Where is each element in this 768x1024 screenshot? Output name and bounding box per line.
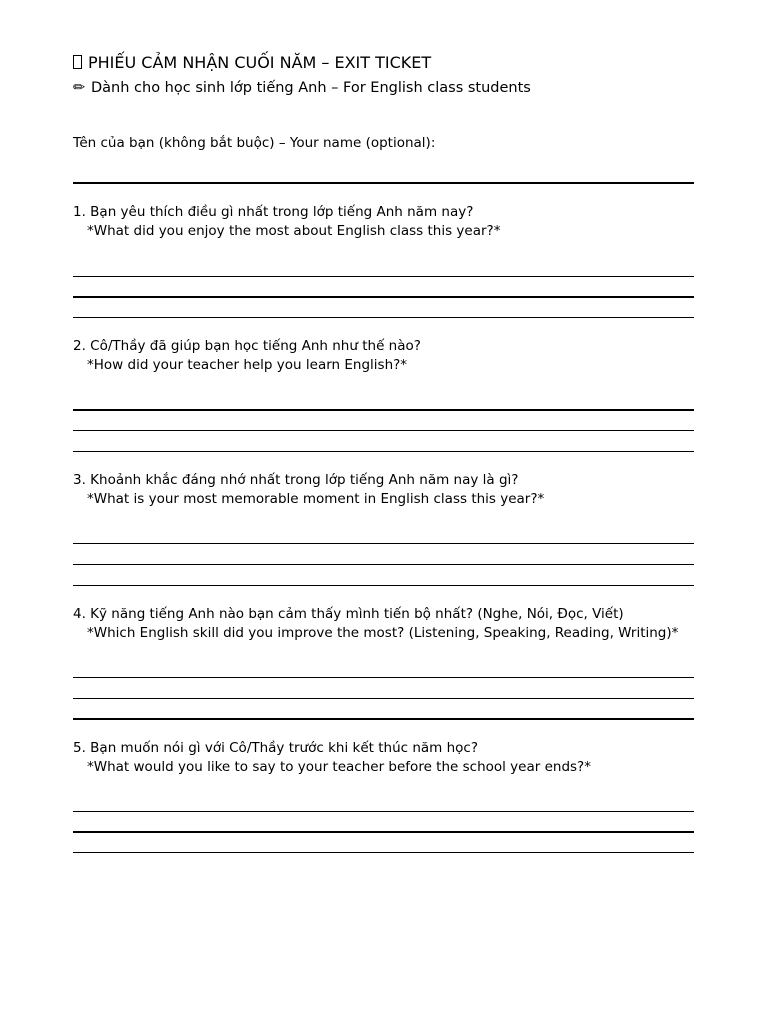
question-1-answer-line-3[interactable] [73,317,694,318]
page-subtitle-text: Dành cho học sinh lớp tiếng Anh – For English class students [91,80,531,96]
question-3-answer-line-3[interactable] [73,585,694,586]
name-answer-line[interactable] [73,182,694,184]
missing-glyph-icon [73,55,82,69]
question-4-answer-line-2[interactable] [73,698,694,699]
question-5-answer-line-1[interactable] [73,811,694,812]
question-4 [73,605,678,643]
question-4-answer-line-1[interactable] [73,677,694,678]
question-2-vietnamese: 2. Cô/Thầy đã giúp bạn học tiếng Anh như thế nào? [73,338,421,354]
question-2-answer-line-3[interactable] [73,451,694,452]
page-title-text: PHIẾU CẢM NHẬN CUỐI NĂM – EXIT TICKET [88,53,432,72]
pencil-icon: ✏ [73,80,86,96]
question-1-vietnamese: 1. Bạn yêu thích điều gì nhất trong lớp tiếng Anh năm nay? [73,204,474,220]
page-subtitle [73,78,531,98]
name-field-label: Tên của bạn (không bắt buộc) – Your name (optional): [73,135,436,151]
question-2-answer-line-1[interactable] [73,409,694,411]
question-5-answer-line-2[interactable] [73,831,694,833]
question-1-answer-line-2[interactable] [73,296,694,298]
question-4-english: *Which English skill did you improve the most? (Listening, Speaking, Reading, Writing)* [87,625,679,641]
question-3-answer-line-2[interactable] [73,564,694,565]
question-5-answer-line-3[interactable] [73,852,694,853]
question-2-answer-line-2[interactable] [73,430,694,431]
question-5-english: *What would you like to say to your teacher before the school year ends?* [87,759,591,775]
question-3-answer-line-1[interactable] [73,543,694,544]
question-5 [73,739,591,777]
question-2-english: *How did your teacher help you learn English?* [87,357,408,373]
question-1-english: *What did you enjoy the most about English class this year?* [87,223,501,239]
question-4-vietnamese: 4. Kỹ năng tiếng Anh nào bạn cảm thấy mình tiến bộ nhất? (Nghe, Nói, Đọc, Viết) [73,606,624,622]
question-5-vietnamese: 5. Bạn muốn nói gì với Cô/Thầy trước khi kết thúc năm học? [73,740,479,756]
question-3-english: *What is your most memorable moment in English class this year?* [87,491,545,507]
question-4-answer-line-3[interactable] [73,718,694,720]
question-3-vietnamese: 3. Khoảnh khắc đáng nhớ nhất trong lớp tiếng Anh năm nay là gì? [73,472,519,488]
question-2 [73,337,421,375]
question-3 [73,471,544,509]
question-1-answer-line-1[interactable] [73,276,694,277]
page-title [73,52,431,74]
question-1 [73,203,500,241]
